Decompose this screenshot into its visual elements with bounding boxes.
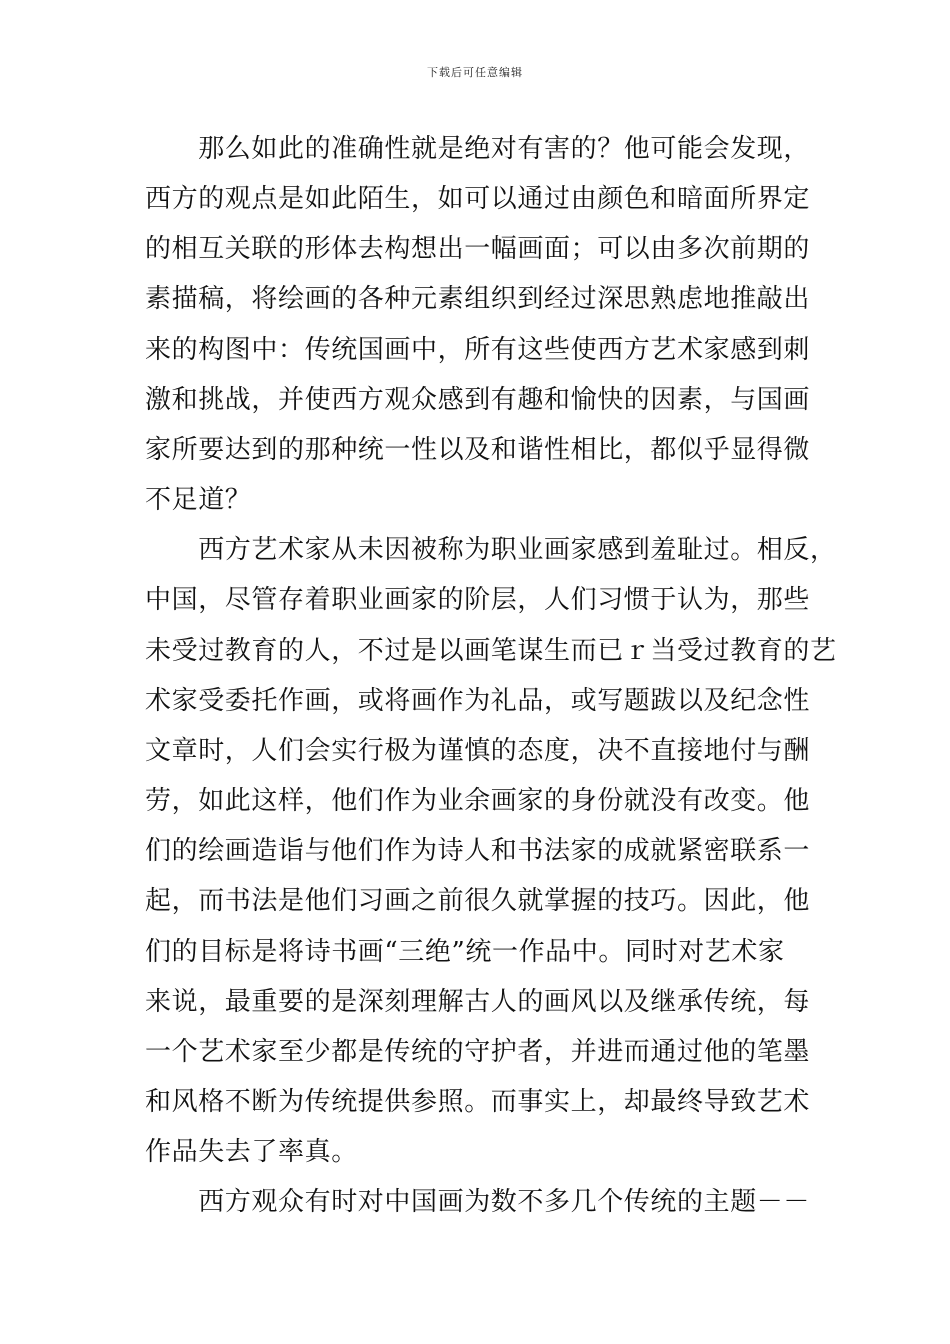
text-line: 未受过教育的人，不过是以画笔谋生而已ｒ当受过教育的艺 bbox=[145, 636, 837, 666]
text-line: 那么如此的准确性就是绝对有害的？他可能会发现， bbox=[145, 134, 811, 164]
text-line: 的相互关联的形体去构想出一幅画面；可以由多次前期的 bbox=[145, 234, 811, 264]
text-line: 一个艺术家至少都是传统的守护者，并进而通过他的笔墨 bbox=[145, 1037, 811, 1067]
text-line: 和风格不断为传统提供参照。而事实上，却最终导致艺术 bbox=[145, 1087, 811, 1117]
text-line: 中国，尽管存着职业画家的阶层，人们习惯于认为，那些 bbox=[145, 585, 811, 615]
text-line: 西方艺术家从未因被称为职业画家感到羞耻过。相反， bbox=[145, 535, 837, 565]
text-line: 来的构图中：传统国画中，所有这些使西方艺术家感到刺 bbox=[145, 335, 811, 365]
text-line: 们的目标是将诗书画“三绝”统一作品中。同时对艺术家 bbox=[145, 937, 785, 967]
text-line: 素描稿，将绘画的各种元素组织到经过深思熟虑地推敲出 bbox=[145, 284, 811, 314]
text-line: 西方观众有时对中国画为数不多几个传统的主题－－ bbox=[145, 1187, 811, 1217]
text-line: 术家受委托作画，或将画作为礼品，或写题跋以及纪念性 bbox=[145, 686, 811, 716]
text-line: 们的绘画造诣与他们作为诗人和书法家的成就紧密联系一 bbox=[145, 836, 811, 866]
text-line: 来说，最重要的是深刻理解古人的画风以及继承传统，每 bbox=[145, 987, 811, 1017]
header-note: 下载后可任意编辑 bbox=[427, 66, 523, 79]
text-line: 家所要达到的那种统一性以及和谐性相比，都似乎显得微 bbox=[145, 435, 811, 465]
text-line: 激和挑战，并使西方观众感到有趣和愉快的因素，与国画 bbox=[145, 385, 811, 415]
text-line: 劳，如此这样，他们作为业余画家的身份就没有改变。他 bbox=[145, 786, 811, 816]
text-line: 作品失去了率真。 bbox=[145, 1137, 358, 1167]
text-line: 起，而书法是他们习画之前很久就掌握的技巧。因此，他 bbox=[145, 886, 811, 916]
text-line: 西方的观点是如此陌生，如可以通过由颜色和暗面所界定 bbox=[145, 184, 811, 214]
text-line: 文章时，人们会实行极为谨慎的态度，决不直接地付与酬 bbox=[145, 736, 811, 766]
text-line: 不足道？ bbox=[145, 485, 252, 515]
